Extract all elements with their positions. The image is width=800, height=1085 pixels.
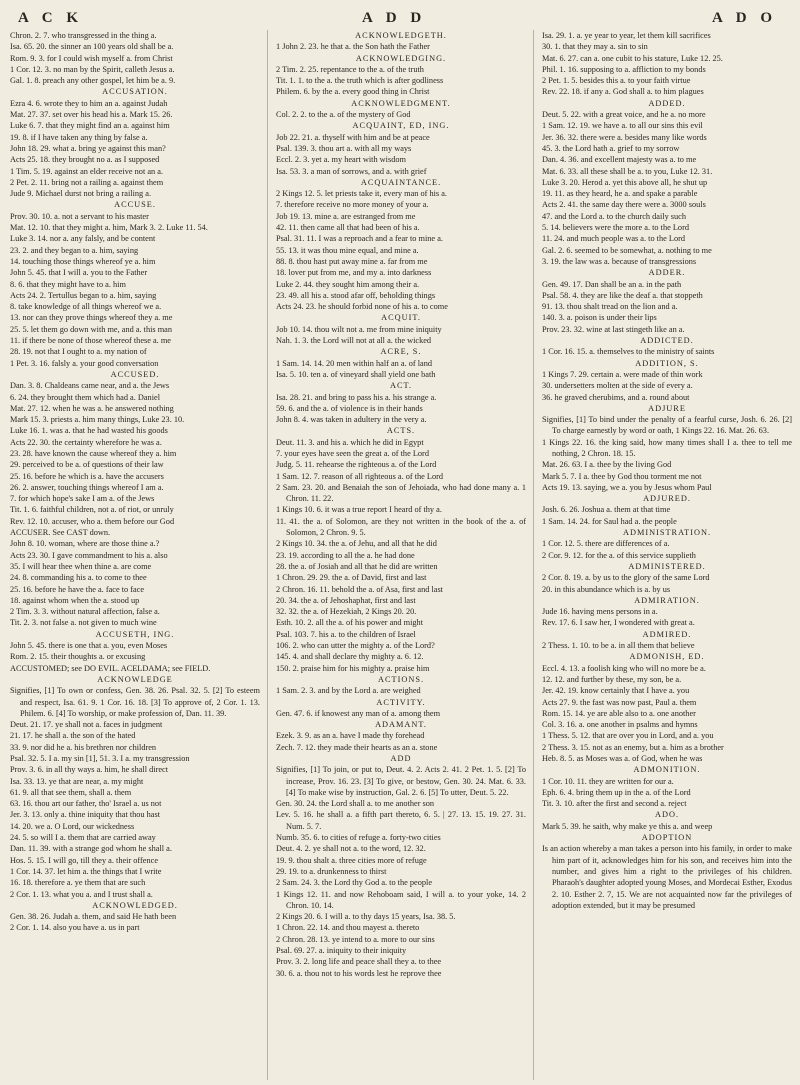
entry-line: Luke 16. 1. was a. that he had wasted his goods [10, 426, 168, 436]
entry-line: Rom. 2. 15. their thoughts a. or excusing [10, 652, 146, 662]
entry-line: John 18. 29. what a. bring ye against this man? [10, 143, 166, 153]
entry-line: Job 22. 21. a. thyself with him and be at peace [276, 132, 430, 142]
entry-line: 23. 19. according to all the a. he had done [276, 550, 415, 560]
entry-line: 7. therefore receive no more money of your a. [276, 200, 429, 210]
entry-heading: ACKNOWLEDGETH. [355, 31, 447, 40]
entry-line: 14. 20. we a. O Lord, our wickedness [10, 821, 135, 831]
entry-heading: ADDER. [648, 268, 686, 278]
entry-line: 28. 19. not that I ought to a. my nation of [10, 347, 147, 357]
entry-line: 1 Sam. 14. 24. for Saul had a. the people [542, 516, 677, 526]
entry-line: Phil. 1. 16. supposing to a. affliction to my bonds [542, 64, 706, 74]
entry-line: Acts 24. 2. Tertullus began to a. him, saying [10, 290, 157, 300]
entry-line: 2 Kings 12. 5. let priests take it, every man of his a. [276, 189, 447, 199]
entry-line: Rom. 9. 3. for I could wish myself a. from Christ [10, 53, 173, 63]
entry-line: Tit. 3. 10. after the first and second a. reject [542, 799, 687, 809]
entry-line: 2 Cor. 1. 13. what you a. and I trust shall a. [10, 889, 153, 899]
entry-line: Rev. 17. 6. I saw her, I wondered with great a. [542, 618, 695, 628]
entry-line: Isa. 29. 1. a. ye year to year, let them kill sacrifices [542, 31, 711, 40]
entry-line: 1 Cor. 16. 15. a. themselves to the ministry of saints [542, 347, 715, 357]
entry-heading: ADOPTION [641, 833, 693, 843]
entry-line: Col. 2. 2. to the a. of the mystery of God [276, 110, 411, 120]
entry-line: 25. 16. before he which is a. have the accusers [10, 471, 164, 481]
entry-line: Prov. 3. 6. in all thy ways a. him, he shall direct [10, 765, 168, 775]
entry-line: Psal. 31. 11. I was a reproach and a fear to mine a. [276, 234, 443, 244]
entry-line: Judg. 5. 11. rehearse the righteous a. of the Lord [276, 460, 437, 470]
entry-line: 140. 3. a. poison is under their lips [542, 313, 657, 323]
entry-line: 29. perceived to be a. of questions of their law [10, 460, 164, 470]
entry-line: 23. 28. have known the cause whereof they a. him [10, 448, 177, 458]
entry-line: Acts 19. 13. saying, we a. you by Jesus whom Paul [542, 482, 712, 492]
entry-line: Mark 5. 39. he saith, why make ye this a. and weep [542, 821, 713, 831]
entry-line: Deut. 4. 2. ye shall not a. to the word, 12. 32. [276, 844, 426, 854]
entry-line: 1 Chron. 22. 14. and thou mayest a. thereto [276, 923, 420, 933]
entry-heading: ADJURED. [643, 494, 691, 504]
entry-heading: ADDICTED. [640, 336, 694, 346]
entry-line: John 5. 45. that I will a. you to the Father [10, 268, 148, 278]
entry-line: Prov. 3. 2. long life and peace shall they a. to thee [276, 957, 442, 967]
entry-line: Chron. 2. 7. who transgressed in the thing a. [10, 31, 157, 40]
entry-line: Josh. 6. 26. Joshua a. them at that time [542, 505, 671, 515]
entry-heading: ADMONISH, ED. [629, 652, 705, 662]
entry-line: Mat. 27. 12. when he was a. he answered nothing [10, 403, 174, 413]
entry-line: Gen. 47. 6. if knowest any man of a. among them [276, 708, 441, 718]
entry-heading: ADMINISTRATION. [622, 528, 712, 538]
entry-heading: ACCUSETH, ING. [95, 629, 175, 639]
entry-line: Deut. 11. 3. and his a. which he did in Egypt [276, 437, 424, 447]
column-divider [267, 30, 268, 1080]
entry-line: 16. 18. therefore a. ye them that are such [10, 878, 146, 888]
entry-line: Philem. 6. by the a. every good thing in Christ [276, 87, 430, 97]
entry-line: Rev. 22. 18. if any a. God shall a. to him plagues [542, 87, 704, 97]
column-divider [533, 30, 534, 1080]
entry-line: 5. 14. believers were the more a. to the Lord [542, 223, 689, 233]
entry-line: John 8. 4. was taken in adultery in the very a. [276, 415, 427, 425]
entry-heading: ADO. [654, 810, 680, 820]
entry-heading: ADAMANT. [375, 720, 427, 730]
entry-line: Gen. 38. 26. Judah a. them, and said He hath been [10, 912, 177, 922]
entry-line: 6. 24. they brought them which had a. Daniel [10, 392, 161, 402]
entry-line: 32. 32. the a. of Hezekiah, 2 Kings 20. 20. [276, 607, 417, 617]
entry-heading: ADDITION, S. [635, 358, 699, 368]
entry-line: Nah. 1. 3. the Lord will not at all a. the wicked [276, 336, 432, 346]
entry-line: Mat. 6. 27. can a. one cubit to his stature, Luke 12. 25. [542, 53, 723, 63]
entry-line: 59. 6. and the a. of violence is in their hands [276, 403, 423, 413]
entry-heading: ACKNOWLEDGED. [92, 900, 178, 910]
entry-line: Prov. 23. 32. wine at last stingeth like an a. [542, 324, 685, 334]
entry-heading: ACQUIT. [381, 313, 421, 323]
entry-line: Psal. 69. 27. a. iniquity to their iniquity [276, 946, 407, 956]
entry-line: 2 Sam. 24. 3. the Lord thy God a. to the people [276, 878, 432, 888]
entry-line: 23. 2. and they began to a. him, saying [10, 245, 139, 255]
entry-line: Rev. 12. 10. accuser, who a. them before our God [10, 516, 175, 526]
entry-line: Lev. 5. 16. he shall a. a fifth part thereto, 6. 5. | 27. 13. 15. 19. 27. 31. Num. 5. 7. [276, 810, 526, 831]
entry-heading: ADMINISTERED. [628, 561, 706, 571]
entry-line: 28. the a. of Josiah and all that he did are written [276, 561, 438, 571]
entry-line: 20. 34. the a. of Jehoshaphat, first and last [276, 595, 416, 605]
entry-line: Jer. 42. 19. know certainly that I have a. you [542, 686, 690, 696]
entry-line: 2 Tim. 3. 3. without natural affection, false a. [10, 607, 160, 617]
entry-line: Mark 15. 3. priests a. him many things, Luke 23. 10. [10, 415, 185, 425]
entry-line: Psal. 58. 4. they are like the deaf a. that stoppeth [542, 290, 703, 300]
entry-line: Rom. 15. 14. ye are able also to a. one another [542, 708, 696, 718]
entry-line: Luke 3. 20. Herod a. yet this above all, he shut up [542, 177, 708, 187]
entry-line: 2 Pet. 1. 5. besides this a. to your faith virtue [542, 76, 691, 86]
entry-line: Jude 16. having mens persons in a. [542, 607, 658, 617]
entry-line: Psal. 139. 3. thou art a. with all my ways [276, 143, 412, 153]
entry-line: Acts 24. 23. he should forbid none of his a. to come [276, 302, 448, 312]
entry-line: 150. 2. praise him for his mighty a. praise him [276, 663, 430, 673]
entry-line: 2 Kings 10. 34. the a. of Jehu, and all that he did [276, 539, 437, 549]
entry-line: Luke 3. 14. nor a. any falsly, and be content [10, 234, 156, 244]
entry-line: Mat. 26. 63. I a. thee by the living God [542, 460, 672, 470]
entry-line: 1 Sam. 14. 14. 20 men within half an a. of land [276, 358, 432, 368]
entry-line: 2 Kings 20. 6. I will a. to thy days 15 years, Isa. 38. 5. [276, 912, 456, 922]
entry-line: 7. your eyes have seen the great a. of the Lord [276, 448, 429, 458]
entry-line: 30. undersetters molten at the side of every a. [542, 381, 693, 391]
entry-line: Dan. 4. 36. and excellent majesty was a. to me [542, 155, 697, 165]
entry-line: 2 Pet. 2. 11. bring not a railing a. against them [10, 177, 164, 187]
entry-line: 2 Thess. 1. 10. to be a. in all them that believe [542, 641, 695, 651]
column-1 [10, 30, 260, 1080]
entry-heading: ACT. [389, 381, 413, 391]
entry-line: 1 Pet. 3. 16. falsly a. your good conversation [10, 358, 159, 368]
header-right: A D O [712, 10, 778, 26]
entry-heading: ADMIRED. [642, 629, 692, 639]
entry-line: Isa. 53. 3. a man of sorrows, and a. with grief [276, 166, 427, 176]
entry-line: 11. 24. and much people was a. to the Lord [542, 234, 686, 244]
entry-line: Dan. 3. 8. Chaldeans came near, and a. the Jews [10, 381, 170, 391]
entry-line: 23. 49. all his a. stood afar off, beholding things [276, 290, 436, 300]
entry-line: 3. 19. the law was a. because of transgressions [542, 256, 697, 266]
entry-line: 2 Chron. 16. 11. behold the a. of Asa, first and last [276, 584, 443, 594]
entry-line: 19. 8. if I have taken any thing by false a. [10, 132, 148, 142]
entry-line: 1 Tim. 5. 19. against an elder receive not an a. [10, 166, 163, 176]
entry-line: 1 Kings 22. 16. the king said, how many times shall I a. thee to tell me nothing, 2 Chron. 18. 15. [542, 437, 792, 458]
entry-line: Hos. 5. 15. I will go, till they a. their offence [10, 855, 159, 865]
entry-line: Acts 25. 18. they brought no a. as I supposed [10, 155, 160, 165]
entry-line: 25. 16. before he have the a. face to face [10, 584, 145, 594]
entry-line: Gen. 30. 24. the Lord shall a. to me another son [276, 799, 435, 809]
entry-line: Mat. 27. 37. set over his head his a. Mark 15. 26. [10, 110, 173, 120]
entry-line: 91. 13. thou shalt tread on the lion and a. [542, 302, 678, 312]
entry-line: Mat. 12. 10. that they might a. him, Mark 3. 2. Luke 11. 54. [10, 223, 208, 233]
entry-heading: ACKNOWLEDGE [97, 674, 173, 684]
entry-line: Zech. 7. 12. they made their hearts as an a. stone [276, 742, 438, 752]
entry-line: Job 10. 14. thou wilt not a. me from mine iniquity [276, 324, 442, 334]
entry-line: 1 Kings 12. 11. and now Rehoboam said, I will a. to your yoke, 14. 2 Chron. 10. 14. [276, 889, 526, 910]
entry-line: Jer. 36. 32. there were a. besides many like words [542, 132, 707, 142]
entry-heading: ACCUSE. [114, 200, 156, 210]
entry-line: Luke 6. 7. that they might find an a. against him [10, 121, 170, 131]
entry-heading: ADD [390, 754, 412, 763]
entry-line: 1 Sam. 12. 7. reason of all righteous a. of the Lord [276, 471, 444, 481]
entry-line: 1 Cor. 10. 11. they are written for our a. [542, 776, 674, 786]
entry-heading: ADJURE [648, 403, 686, 413]
entry-line: Tit. 1. 6. faithful children, not a. of riot, or unruly [10, 505, 174, 515]
entry-line: 12. 12. and further by these, my son, be a. [542, 674, 682, 684]
entry-line: 1 Cor. 12. 3. no man by the Spirit, calleth Jesus a. [10, 64, 175, 74]
entry-line: John 8. 10. woman, where are those thine a.? [10, 539, 160, 549]
entry-line: Ezek. 3. 9. as an a. have I made thy forehead [276, 731, 425, 741]
entry-line: 1 Kings 7. 29. certain a. were made of thin work [542, 369, 703, 379]
entry-line: Psal. 32. 5. I a. my sin [1], 51. 3. I a. my transgression [10, 754, 190, 763]
entry-line: 19. 11. as they heard, he a. and spake a parable [542, 189, 698, 199]
entry-line: 1 Kings 10. 6. it was a true report I heard of thy a. [276, 505, 442, 515]
entry-line: Signifies, [1] To bind under the penalty of a fearful curse, Josh. 6. 26. [2] To charge earnestly by word or oath, 1 Kings 22. 16. Mat. 26. 63. [542, 415, 792, 436]
entry-line: 20. in this abundance which is a. by us [542, 584, 671, 594]
entry-line: 11. 41. the a. of Solomon, are they not written in the book of the a. of Solomon, 2 Chron. 9. 5. [276, 516, 526, 538]
entry-line: 19. 9. thou shalt a. three cities more of refuge [276, 855, 427, 865]
entry-line: 2 Chron. 28. 13. ye intend to a. more to our sins [276, 934, 435, 944]
entry-line: 8. take knowledge of all things whereof we a. [10, 302, 162, 312]
header-center: A D D [362, 10, 427, 26]
entry-line: Psal. 103. 7. his a. to the children of Israel [276, 629, 416, 639]
entry-heading: ADMONITION. [633, 765, 701, 775]
entry-line: 26. 2. answer, touching things whereof I am a. [10, 482, 164, 492]
entry-line: 1 John 2. 23. he that a. the Son hath the Father [276, 42, 430, 52]
entry-line: Mark 5. 7. I a. thee by God thou torment me not [542, 471, 702, 481]
entry-line: Isa. 33. 13. ye that are near, a. my might [10, 776, 144, 786]
entry-line: 1 Cor. 14. 37. let him a. the things that I write [10, 866, 162, 876]
entry-line: Deut. 5. 22. with a great voice, and he a. no more [542, 110, 706, 120]
entry-line: ACCUSER. See CAST down. [10, 528, 111, 538]
entry-line: Dan. 11. 39. with a strange god whom he shall a. [10, 844, 172, 854]
entry-line: Is an action whereby a man takes a person into his family, in order to make him part of it, acknowledges him for his son, and receives him into the number, and gives him a right to the privileges of his children. Pharaoh's daughter adopted young Moses, and Mordecai Esther, Exodus 2. 10. Esther 2. 7, 15. We are not acquainted now far the privileges of adoption extended, but it may be presumed [542, 844, 792, 910]
entry-line: Prov. 30. 10. a. not a servant to his master [10, 211, 149, 221]
running-header [0, 6, 800, 32]
entry-line: Gal. 2. 6. seemed to be somewhat, a. nothing to me [542, 245, 712, 255]
entry-line: 1 Sam. 12. 19. we have a. to all our sins this evil [542, 121, 703, 131]
entry-line: Ezra 4. 6. wrote they to him an a. against Judah [10, 98, 168, 108]
entry-line: 24. 8. commanding his a. to come to thee [10, 573, 147, 583]
entry-heading: ACCUSED. [110, 369, 160, 379]
entry-line: 106. 2. who can utter the mighty a. of the Lord? [276, 641, 435, 651]
entry-line: Acts 2. 41. the same day there were a. 3000 souls [542, 200, 706, 210]
entry-line: 25. 5. let them go down with me, and a. this man [10, 324, 172, 334]
entry-heading: ACTIONS. [377, 674, 425, 684]
header-left: A C K [18, 10, 84, 26]
entry-line: 42. 11. then came all that had been of his a. [276, 223, 420, 233]
entry-line: Isa. 28. 21. and bring to pass his a. his strange a. [276, 392, 437, 402]
entry-line: Esth. 10. 2. all the a. of his power and might [276, 618, 424, 628]
entry-line: 13. nor can they prove things whereof they a. me [10, 313, 173, 323]
entry-heading: ADDED. [648, 98, 686, 108]
entry-line: Deut. 21. 17. ye shall not a. faces in judgment [10, 720, 163, 730]
entry-line: 30. 6. a. thou not to his words lest he reprove thee [276, 968, 442, 978]
entry-line: 18. against whom when the a. stood up [10, 595, 140, 605]
entry-heading: ACTS. [386, 426, 416, 436]
entry-line: 88. 8. thou hast put away mine a. far from me [276, 256, 428, 266]
entry-line: 2 Tim. 2. 25. repentance to the a. of the truth [276, 64, 424, 74]
entry-line: 35. I will hear thee when thine a. are come [10, 561, 152, 571]
entry-line: Job 19. 13. mine a. are estranged from me [276, 211, 416, 221]
entry-line: 11. if there be none of those whereof these a. me [10, 336, 171, 346]
entry-line: Tit. 1. 1. to the a. the truth which is after godliness [276, 76, 444, 86]
entry-line: Tit. 2. 3. not false a. not given to much wine [10, 618, 157, 628]
entry-line: 18. lover put from me, and my a. into darkness [276, 268, 432, 278]
entry-line: Jude 9. Michael durst not bring a railing a. [10, 189, 152, 199]
entry-line: 2 Cor. 1. 14. also you have a. us in part [10, 923, 140, 933]
entry-heading: ACRE, S. [380, 347, 422, 357]
entry-line: Col. 3. 16. a. one another in psalms and hymns [542, 720, 698, 730]
entry-line: ACCUSTOMED; see DO EVIL. ACELDAMA; see FIELD. [10, 663, 211, 673]
entry-line: 1 Sam. 2. 3. and by the Lord a. are weighed [276, 686, 421, 696]
entry-line: 145. 4. and shall declare thy mighty a. 6. 12. [276, 652, 424, 662]
entry-line: 55. 13. it was thou mine equal, and mine a. [276, 245, 419, 255]
entry-line: Acts 22. 30. the certainty wherefore he was a. [10, 437, 162, 447]
entry-line: Isa. 65. 20. the sinner an 100 years old shall be a. [10, 42, 174, 52]
entry-heading: ACKNOWLEDGING. [355, 53, 447, 63]
entry-line: Numb. 35. 6. to cities of refuge a. forty-two cities [276, 833, 441, 843]
column-2 [276, 30, 526, 1080]
entry-line: Eph. 6. 4. bring them up in the a. of the Lord [542, 787, 691, 797]
entry-heading: ACKNOWLEDGMENT. [351, 98, 451, 108]
entry-heading: ADMIRATION. [634, 595, 700, 605]
entry-line: Isa. 5. 10. ten a. of vineyard shall yield one bath [276, 369, 436, 379]
entry-line: 14. touching those things whereof ye a. him [10, 256, 156, 266]
entry-line: 2 Cor. 9. 12. for the a. of this service supplieth [542, 550, 696, 560]
entry-line: 2 Sam. 23. 20. and Benaiah the son of Jehoiada, who had done many a. 1 Chron. 11. 22. [276, 482, 526, 504]
entry-line: 29. 19. to a. drunkenness to thirst [276, 866, 387, 876]
entry-line: Gal. 1. 8. preach any other gospel, let him be a. 9. [10, 76, 176, 86]
entry-line: 1 Chron. 29. 29. the a. of David, first and last [276, 573, 427, 583]
entry-line: Eccl. 4. 13. a foolish king who will no more be a. [542, 663, 706, 673]
entry-line: Eccl. 2. 3. yet a. my heart with wisdom [276, 155, 406, 165]
entry-line: 30. 1. that they may a. sin to sin [542, 42, 648, 52]
entry-line: 1 Thess. 5. 12. that are over you in Lord, and a. you [542, 731, 714, 741]
entry-line: 2 Cor. 8. 19. a. by us to the glory of the same Lord [542, 573, 710, 583]
entry-line: Acts 23. 30. I gave commandment to his a. also [10, 550, 168, 560]
entry-line: 47. and the Lord a. to the church daily such [542, 211, 687, 221]
entry-heading: ACCUSATION. [102, 87, 168, 97]
entry-line: 45. 3. the Lord hath a. grief to my sorrow [542, 143, 680, 153]
entry-line: Luke 2. 44. they sought him among their a. [276, 279, 420, 289]
entry-heading: ACTIVITY. [376, 697, 426, 707]
entry-line: 21. 17. he shall a. the son of the hated [10, 731, 136, 741]
entry-line: 61. 9. all that see them, shall a. them [10, 787, 132, 797]
entry-line: Signifies, [1] To join, or put to, Deut. 4. 2. Acts 2. 41. 2 Pet. 1. 5. [2] To increase, Prov. 16. 23. [3] To give, or bestow, Gen. 30. 24. Mat. 6. 33. [4] To make wise by instruction, Gal. 2. 6. [5] To utter, Deut. 5. 22. [276, 765, 526, 797]
entry-line: 8. 6. that they might have to a. him [10, 279, 126, 289]
entry-heading: ACQUAINTANCE. [360, 177, 442, 187]
column-3 [542, 30, 792, 1080]
entry-line: 1 Cor. 12. 5. there are differences of a. [542, 539, 670, 549]
entry-line: Signifies, [1] To own or confess, Gen. 38. 26. Psal. 32. 5. [2] To esteem and respect, Isa. 61. 9. 1 Cor. 16. 18. [3] To approve of, 2 Cor. 1. 13. Philem. 6. [4] To worship, or make profession of, Dan. 11. 39. [10, 686, 260, 718]
entry-line: Gen. 49. 17. Dan shall be an a. in the path [542, 279, 682, 289]
entry-line: Jer. 3. 13. only a. thine iniquity that thou hast [10, 810, 161, 820]
entry-line: John 5. 45. there is one that a. you, even Moses [10, 641, 168, 651]
entry-line: 2 Thess. 3. 15. not as an enemy, but a. him as a brother [542, 742, 724, 752]
entry-line: Mat. 6. 33. all these shall be a. to you, Luke 12. 31. [542, 166, 713, 176]
entry-line: 36. he graved cherubims, and a. round about [542, 392, 690, 402]
entry-line: 7. for which hope's sake I am a. of the Jews [10, 494, 155, 504]
entry-line: Heb. 8. 5. as Moses was a. of God, when he was [542, 754, 703, 763]
entry-line: 33. 9. nor did he a. his brethren nor children [10, 742, 157, 752]
entry-line: 24. 5. so will I a. them that are carried away [10, 833, 156, 843]
entry-line: Acts 27. 9. the fast was now past, Paul a. them [542, 697, 697, 707]
entry-heading: ACQUAINT, ED, ING. [352, 121, 450, 131]
entry-line: 63. 16. thou art our father, tho' Israel a. us not [10, 799, 162, 809]
